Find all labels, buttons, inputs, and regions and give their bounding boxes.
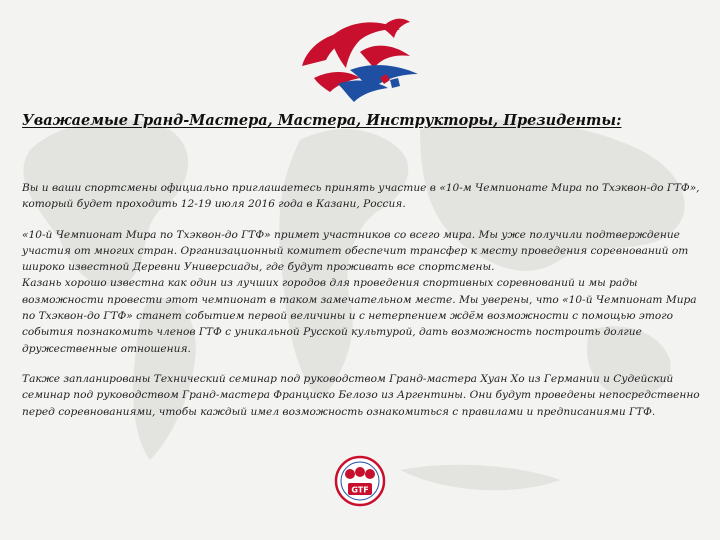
page-heading: Уважаемые Гранд-Мастера, Мастера, Инструкторы, Президенты:	[22, 112, 622, 129]
paragraph-participants: «10-й Чемпионат Мира по Тхэквон-до ГТФ» примет участников со всего мира. Мы уже получили подтверждение участия от многих стран. Организационный комитет обеспечит трансфер к месту проведения соревнований от широко известной Деревни Универсиады, где будут проживать все спортсмены.	[22, 228, 689, 274]
svg-text:GTF: GTF	[351, 485, 369, 495]
paragraph-invitation: Вы и ваши спортсмены официально приглашаетесь принять участие в «10-м Чемпионате Мира по Тхэквон-до ГТФ», который будет проходить 12-19 июля 2016 года в Казани, Россия.	[22, 182, 700, 211]
paragraph-kazan: Казань хорошо известна как один из лучших городов для проведения спортивных соревнований и мы рады возможности провести этот чемпионат в таком замечательном месте. Мы уверены, что «10-й Чемпионат Мира по Тхэквон-до ГТФ» станет событием первой величины и с нетерпением ждём возможности с помощью этого события познакомить членов ГТФ с уникальной Русской культурой, дать возможность построить долгие дружественные отношения.	[22, 277, 697, 355]
letter-body	[22, 180, 702, 420]
championship-logo	[290, 8, 430, 106]
gtf-emblem-icon	[334, 455, 386, 507]
paragraph-seminars: Также запланированы Технический семинар под руководством Гранд-мастера Хуан Хо из Германии и Судейский семинар под руководством Гранд-мастера Франциско Белозо из Аргентины. Они будут проведены непосредственно перед соревнованиями, чтобы каждый имел возможность ознакомиться с правилами и предписаниями ГТФ.	[22, 372, 700, 418]
